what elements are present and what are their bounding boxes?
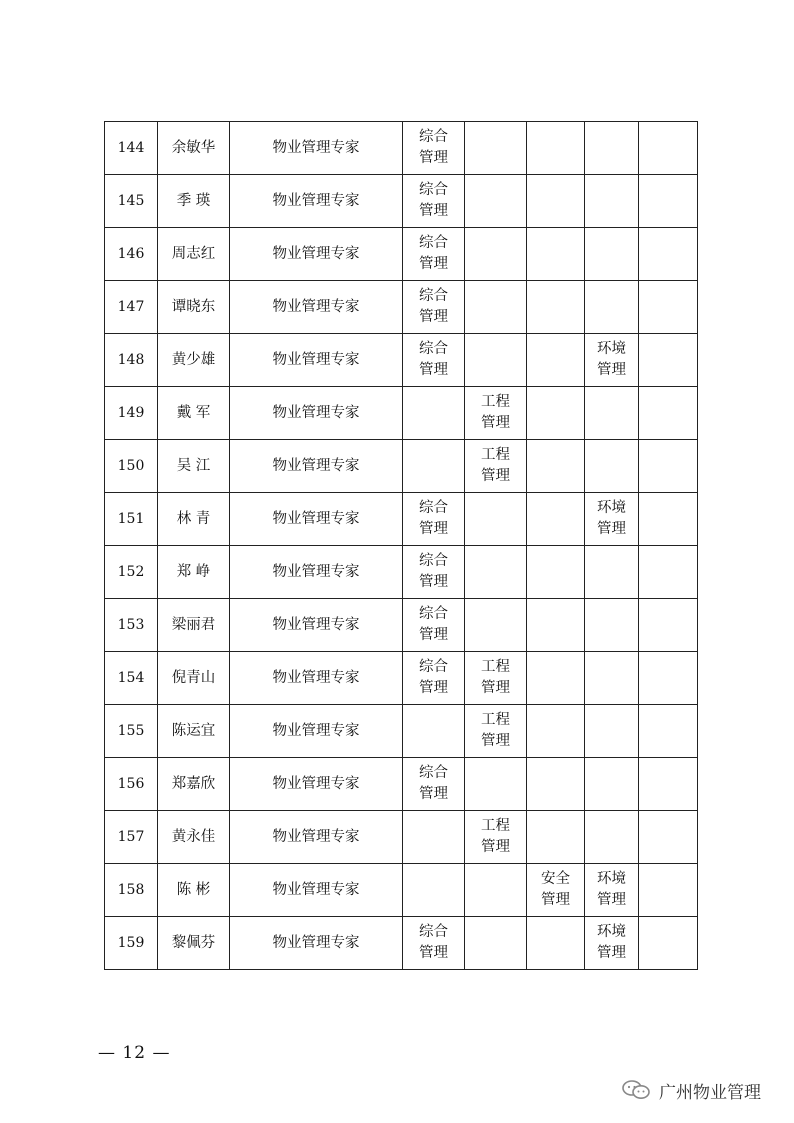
- expert-title-cell: [230, 864, 403, 917]
- expert-title: 物业管理专家: [272, 351, 360, 368]
- row-number-cell: [105, 387, 158, 440]
- expert-name-cell: [158, 864, 230, 917]
- category-extra-cell: [639, 599, 698, 652]
- row-number: 147: [117, 298, 145, 315]
- expert-name-cell: [158, 122, 230, 175]
- category-engineering: 工程管理: [480, 659, 510, 696]
- row-number-cell: [105, 228, 158, 281]
- category-engineering-cell: [465, 122, 527, 175]
- category-environment-cell: [585, 864, 639, 917]
- row-number: 153: [117, 616, 145, 633]
- category-engineering-cell: [465, 599, 527, 652]
- category-comprehensive-cell: [403, 705, 465, 758]
- expert-title-cell: [230, 334, 403, 387]
- row-number-cell: [105, 705, 158, 758]
- expert-name-cell: [158, 493, 230, 546]
- row-number-cell: [105, 599, 158, 652]
- expert-title: 物业管理专家: [272, 245, 360, 262]
- category-safety-cell: [527, 917, 585, 970]
- table-row: [105, 334, 698, 387]
- category-comprehensive: 综合管理: [418, 606, 448, 643]
- row-number: 150: [117, 457, 145, 474]
- row-number-cell: [105, 917, 158, 970]
- category-extra-cell: [639, 122, 698, 175]
- row-number: 155: [117, 722, 145, 739]
- table-row: [105, 599, 698, 652]
- row-number: 158: [117, 881, 145, 898]
- category-engineering-cell: [465, 546, 527, 599]
- category-extra-cell: [639, 493, 698, 546]
- table-row: [105, 811, 698, 864]
- category-environment-cell: [585, 387, 639, 440]
- category-safety-cell: [527, 652, 585, 705]
- category-safety-cell: [527, 440, 585, 493]
- expert-title: 物业管理专家: [272, 457, 360, 474]
- category-comprehensive: 综合管理: [418, 924, 448, 961]
- table-row: [105, 546, 698, 599]
- category-comprehensive: 综合管理: [418, 288, 448, 325]
- expert-title-cell: [230, 546, 403, 599]
- expert-title: 物业管理专家: [272, 563, 360, 580]
- category-safety-cell: [527, 705, 585, 758]
- row-number: 145: [117, 192, 145, 209]
- category-environment-cell: [585, 440, 639, 493]
- category-engineering-cell: [465, 387, 527, 440]
- row-number: 151: [117, 510, 145, 527]
- expert-name: 郑 峥: [176, 563, 211, 580]
- expert-name: 陈 彬: [176, 881, 211, 898]
- category-extra-cell: [639, 811, 698, 864]
- category-comprehensive-cell: [403, 387, 465, 440]
- table-row: [105, 758, 698, 811]
- row-number-cell: [105, 864, 158, 917]
- category-safety-cell: [527, 387, 585, 440]
- category-extra-cell: [639, 705, 698, 758]
- row-number: 157: [117, 828, 145, 845]
- wechat-watermark: [621, 1077, 761, 1103]
- expert-title-cell: [230, 175, 403, 228]
- category-environment-cell: [585, 493, 639, 546]
- category-comprehensive: 综合管理: [418, 553, 448, 590]
- category-extra-cell: [639, 864, 698, 917]
- expert-title-cell: [230, 122, 403, 175]
- category-comprehensive-cell: [403, 440, 465, 493]
- table-row: [105, 917, 698, 970]
- category-safety-cell: [527, 334, 585, 387]
- category-extra-cell: [639, 440, 698, 493]
- expert-title: 物业管理专家: [272, 722, 360, 739]
- category-extra-cell: [639, 175, 698, 228]
- expert-title-cell: [230, 281, 403, 334]
- category-engineering-cell: [465, 493, 527, 546]
- expert-title: 物业管理专家: [272, 828, 360, 845]
- expert-name-cell: [158, 334, 230, 387]
- category-comprehensive-cell: [403, 493, 465, 546]
- category-safety-cell: [527, 864, 585, 917]
- category-safety-cell: [527, 811, 585, 864]
- row-number-cell: [105, 122, 158, 175]
- watermark-text: 广州物业管理: [659, 1082, 761, 1103]
- table-row: [105, 652, 698, 705]
- expert-name-cell: [158, 599, 230, 652]
- category-engineering-cell: [465, 281, 527, 334]
- row-number: 144: [117, 139, 145, 156]
- category-safety-cell: [527, 175, 585, 228]
- category-extra-cell: [639, 281, 698, 334]
- category-environment-cell: [585, 228, 639, 281]
- wechat-icon: [621, 1079, 651, 1101]
- expert-name-cell: [158, 705, 230, 758]
- row-number-cell: [105, 334, 158, 387]
- expert-name: 黎佩芬: [171, 934, 216, 951]
- category-environment-cell: [585, 758, 639, 811]
- expert-name: 戴 军: [176, 404, 211, 421]
- expert-title: 物业管理专家: [272, 192, 360, 209]
- expert-list-table: [104, 121, 698, 970]
- category-engineering-cell: [465, 758, 527, 811]
- category-safety-cell: [527, 599, 585, 652]
- table-row: [105, 228, 698, 281]
- category-comprehensive-cell: [403, 228, 465, 281]
- expert-title-cell: [230, 652, 403, 705]
- expert-title: 物业管理专家: [272, 881, 360, 898]
- category-extra-cell: [639, 652, 698, 705]
- category-comprehensive: 综合管理: [418, 341, 448, 378]
- expert-title: 物业管理专家: [272, 510, 360, 527]
- expert-name: 倪青山: [171, 669, 216, 686]
- category-extra-cell: [639, 758, 698, 811]
- expert-name-cell: [158, 440, 230, 493]
- expert-title: 物业管理专家: [272, 404, 360, 421]
- table-row: [105, 440, 698, 493]
- category-safety-cell: [527, 122, 585, 175]
- expert-name: 林 青: [176, 510, 211, 527]
- row-number: 154: [117, 669, 145, 686]
- category-safety-cell: [527, 546, 585, 599]
- expert-title: 物业管理专家: [272, 934, 360, 951]
- category-environment-cell: [585, 705, 639, 758]
- category-safety-cell: [527, 228, 585, 281]
- category-engineering: 工程管理: [480, 394, 510, 431]
- expert-name-cell: [158, 811, 230, 864]
- row-number-cell: [105, 281, 158, 334]
- category-engineering: 工程管理: [480, 818, 510, 855]
- category-extra-cell: [639, 917, 698, 970]
- category-environment-cell: [585, 281, 639, 334]
- category-comprehensive: 综合管理: [418, 659, 448, 696]
- category-engineering-cell: [465, 705, 527, 758]
- expert-title-cell: [230, 440, 403, 493]
- category-extra-cell: [639, 228, 698, 281]
- expert-name-cell: [158, 281, 230, 334]
- expert-name: 黄少雄: [171, 351, 216, 368]
- category-engineering: 工程管理: [480, 712, 510, 749]
- table-row: [105, 175, 698, 228]
- category-comprehensive-cell: [403, 758, 465, 811]
- expert-name: 季 瑛: [176, 192, 211, 209]
- expert-name: 余敏华: [171, 139, 216, 156]
- expert-title-cell: [230, 917, 403, 970]
- expert-name: 陈运宜: [171, 722, 216, 739]
- page-number: — 12 —: [98, 1043, 171, 1063]
- category-environment: 环境管理: [596, 871, 626, 908]
- expert-title-cell: [230, 599, 403, 652]
- category-safety-cell: [527, 758, 585, 811]
- expert-title-cell: [230, 387, 403, 440]
- row-number: 159: [117, 934, 145, 951]
- expert-title: 物业管理专家: [272, 298, 360, 315]
- category-environment-cell: [585, 652, 639, 705]
- category-extra-cell: [639, 334, 698, 387]
- category-engineering-cell: [465, 440, 527, 493]
- category-comprehensive-cell: [403, 811, 465, 864]
- expert-title-cell: [230, 228, 403, 281]
- expert-name: 谭晓东: [171, 298, 216, 315]
- category-engineering: 工程管理: [480, 447, 510, 484]
- category-comprehensive: 综合管理: [418, 500, 448, 537]
- row-number: 149: [117, 404, 145, 421]
- row-number-cell: [105, 440, 158, 493]
- row-number: 152: [117, 563, 145, 580]
- row-number-cell: [105, 493, 158, 546]
- category-environment: 环境管理: [596, 341, 626, 378]
- expert-name-cell: [158, 175, 230, 228]
- category-safety: 安全管理: [540, 871, 570, 908]
- row-number-cell: [105, 758, 158, 811]
- row-number: 156: [117, 775, 145, 792]
- category-comprehensive-cell: [403, 917, 465, 970]
- row-number: 148: [117, 351, 145, 368]
- expert-name: 黄永佳: [171, 828, 216, 845]
- category-engineering-cell: [465, 334, 527, 387]
- expert-title: 物业管理专家: [272, 775, 360, 792]
- table-row: [105, 281, 698, 334]
- category-engineering-cell: [465, 864, 527, 917]
- category-engineering-cell: [465, 652, 527, 705]
- category-comprehensive-cell: [403, 122, 465, 175]
- expert-name-cell: [158, 917, 230, 970]
- category-environment-cell: [585, 122, 639, 175]
- category-comprehensive-cell: [403, 175, 465, 228]
- expert-name-cell: [158, 387, 230, 440]
- category-environment-cell: [585, 175, 639, 228]
- table-row: [105, 493, 698, 546]
- category-extra-cell: [639, 387, 698, 440]
- expert-title-cell: [230, 811, 403, 864]
- expert-name-cell: [158, 652, 230, 705]
- row-number-cell: [105, 652, 158, 705]
- category-environment-cell: [585, 811, 639, 864]
- expert-name: 郑嘉欣: [171, 775, 216, 792]
- expert-table-body: [105, 122, 698, 970]
- category-environment-cell: [585, 917, 639, 970]
- category-engineering-cell: [465, 811, 527, 864]
- expert-title: 物业管理专家: [272, 139, 360, 156]
- category-comprehensive-cell: [403, 334, 465, 387]
- category-engineering-cell: [465, 175, 527, 228]
- category-comprehensive: 综合管理: [418, 129, 448, 166]
- category-comprehensive-cell: [403, 546, 465, 599]
- expert-title: 物业管理专家: [272, 669, 360, 686]
- row-number-cell: [105, 546, 158, 599]
- category-comprehensive-cell: [403, 652, 465, 705]
- category-comprehensive: 综合管理: [418, 765, 448, 802]
- expert-name: 梁丽君: [171, 616, 216, 633]
- row-number-cell: [105, 811, 158, 864]
- expert-name-cell: [158, 546, 230, 599]
- category-environment: 环境管理: [596, 500, 626, 537]
- category-comprehensive-cell: [403, 599, 465, 652]
- expert-name-cell: [158, 758, 230, 811]
- row-number-cell: [105, 175, 158, 228]
- row-number: 146: [117, 245, 145, 262]
- category-engineering-cell: [465, 917, 527, 970]
- expert-name: 周志红: [171, 245, 216, 262]
- table-row: [105, 387, 698, 440]
- table-row: [105, 864, 698, 917]
- category-engineering-cell: [465, 228, 527, 281]
- expert-title-cell: [230, 705, 403, 758]
- expert-name-cell: [158, 228, 230, 281]
- category-environment-cell: [585, 599, 639, 652]
- category-safety-cell: [527, 281, 585, 334]
- expert-title-cell: [230, 758, 403, 811]
- category-comprehensive: 综合管理: [418, 235, 448, 272]
- category-comprehensive-cell: [403, 281, 465, 334]
- category-environment: 环境管理: [596, 924, 626, 961]
- table-row: [105, 705, 698, 758]
- expert-title: 物业管理专家: [272, 616, 360, 633]
- category-comprehensive: 综合管理: [418, 182, 448, 219]
- category-extra-cell: [639, 546, 698, 599]
- expert-name: 吴 江: [176, 457, 211, 474]
- expert-title-cell: [230, 493, 403, 546]
- category-environment-cell: [585, 334, 639, 387]
- category-comprehensive-cell: [403, 864, 465, 917]
- table-row: [105, 122, 698, 175]
- category-safety-cell: [527, 493, 585, 546]
- category-environment-cell: [585, 546, 639, 599]
